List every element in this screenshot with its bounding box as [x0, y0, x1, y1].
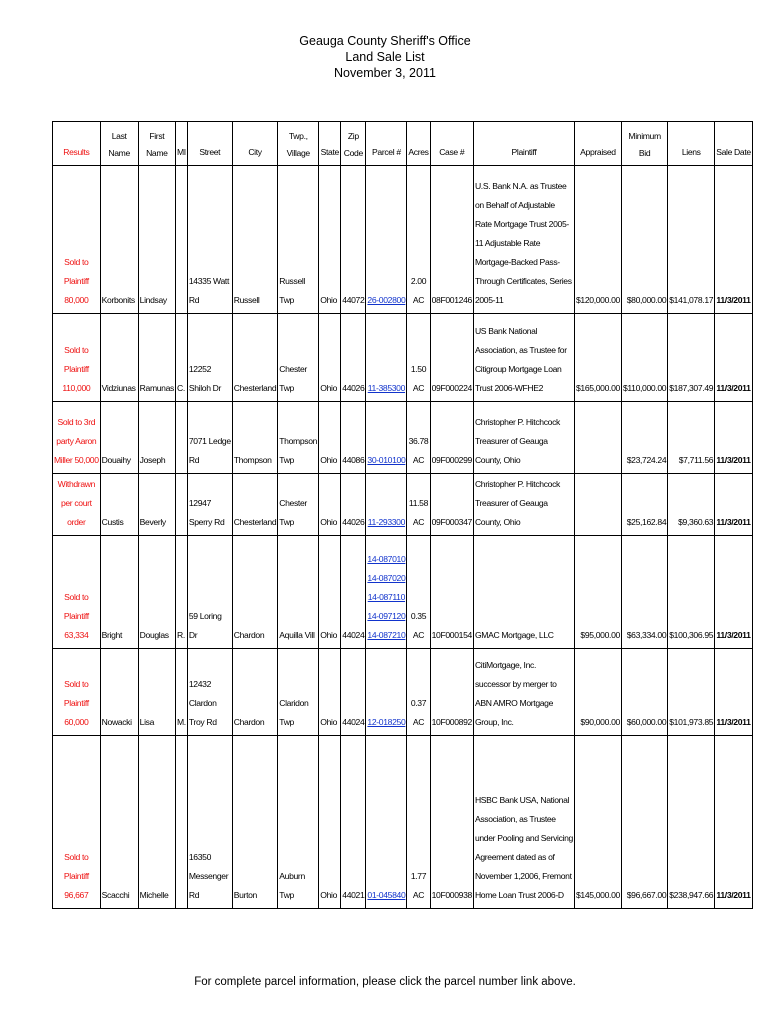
- parcel-cell: [366, 314, 407, 402]
- parcel-cell: [366, 166, 407, 314]
- zip-cell: 44021: [341, 736, 366, 909]
- state-cell: Ohio: [319, 402, 341, 474]
- liens-cell: $9,360.63: [668, 474, 715, 536]
- last-name-cell: Nowacki: [100, 649, 138, 736]
- street-cell: 59 Loring Dr: [187, 536, 232, 649]
- street-cell: 16350 Messenger Rd: [187, 736, 232, 909]
- first-name-cell: Lisa: [138, 649, 175, 736]
- min-bid-cell: $110,000.00: [621, 314, 667, 402]
- city-cell: Chesterland: [232, 474, 278, 536]
- parcel-link[interactable]: 01-045840: [367, 890, 406, 900]
- sale-date-cell: 11/3/2011: [715, 649, 753, 736]
- first-name-cell: Lindsay: [138, 166, 175, 314]
- col-city: City: [232, 122, 278, 166]
- col-twp: Twp., Village: [278, 122, 319, 166]
- mi-cell: [176, 166, 188, 314]
- state-cell: Ohio: [319, 649, 341, 736]
- col-case: Case #: [430, 122, 473, 166]
- first-name-cell: Beverly: [138, 474, 175, 536]
- case-cell: 09F000347: [430, 474, 473, 536]
- last-name-cell: Scacchi: [100, 736, 138, 909]
- parcel-link[interactable]: 14-097120: [367, 611, 406, 621]
- street-cell: 12947 Sperry Rd: [187, 474, 232, 536]
- liens-cell: $101,973.85: [668, 649, 715, 736]
- liens-cell: $238,947.66: [668, 736, 715, 909]
- zip-cell: 44026: [341, 314, 366, 402]
- sale-date-cell: 11/3/2011: [715, 314, 753, 402]
- office-title: Geauga County Sheriff's Office: [299, 34, 471, 48]
- plaintiff-cell: US Bank National Association, as Trustee for Citigroup Mortgage Loan Trust 2006-WFHE2: [473, 314, 574, 402]
- sale-date-cell: 11/3/2011: [715, 474, 753, 536]
- zip-cell: 44024: [341, 649, 366, 736]
- col-parcel: Parcel #: [366, 122, 407, 166]
- last-name-cell: Douaihy: [100, 402, 138, 474]
- mi-cell: [176, 474, 188, 536]
- last-name-cell: Vidziunas: [100, 314, 138, 402]
- street-cell: 12432 Clardon Troy Rd: [187, 649, 232, 736]
- result-cell: Sold to Plaintiff 60,000: [53, 649, 101, 736]
- sale-date-cell: 11/3/2011: [715, 536, 753, 649]
- case-cell: 09F000224: [430, 314, 473, 402]
- last-name-cell: Bright: [100, 536, 138, 649]
- mi-cell: M.: [176, 649, 188, 736]
- street-cell: 7071 Ledge Rd: [187, 402, 232, 474]
- case-cell: 10F000938: [430, 736, 473, 909]
- result-cell: Sold to Plaintiff 96,667: [53, 736, 101, 909]
- appraised-cell: $90,000.00: [574, 649, 621, 736]
- table-row: [53, 474, 753, 536]
- col-mi: MI: [176, 122, 188, 166]
- case-cell: 10F000154: [430, 536, 473, 649]
- parcel-cell: [366, 474, 407, 536]
- col-results: Results: [53, 122, 101, 166]
- state-cell: Ohio: [319, 314, 341, 402]
- street-cell: 12252 Shiloh Dr: [187, 314, 232, 402]
- state-cell: Ohio: [319, 474, 341, 536]
- first-name-cell: Ramunas: [138, 314, 175, 402]
- acres-cell: 0.37 AC: [407, 649, 430, 736]
- col-zip: Zip Code: [341, 122, 366, 166]
- twp-cell: Aquilla Vill: [278, 536, 319, 649]
- city-cell: Chardon: [232, 536, 278, 649]
- list-date: November 3, 2011: [334, 66, 436, 80]
- parcel-link[interactable]: 11-385300: [367, 383, 406, 393]
- document-header: [0, 33, 770, 81]
- acres-cell: 36.78 AC: [407, 402, 430, 474]
- plaintiff-cell: HSBC Bank USA, National Association, as Trustee under Pooling and Servicing Agreement dated as of November 1,2006, Fremont Home Loan Trust 2006-D: [473, 736, 574, 909]
- col-state: State: [319, 122, 341, 166]
- min-bid-cell: $63,334.00: [621, 536, 667, 649]
- acres-cell: 0.35 AC: [407, 536, 430, 649]
- acres-cell: 11.58 AC: [407, 474, 430, 536]
- sale-date-cell: 11/3/2011: [715, 402, 753, 474]
- plaintiff-cell: U.S. Bank N.A. as Trustee on Behalf of Adjustable Rate Mortgage Trust 2005- 11 Adjustable Rate Mortgage-Backed Pass- Through Certificates, Series 2005-11: [473, 166, 574, 314]
- result-cell: Withdrawn per court order: [53, 474, 101, 536]
- footer-note: For complete parcel information, please click the parcel number link above.: [194, 976, 576, 988]
- city-cell: Burton: [232, 736, 278, 909]
- twp-cell: Chester Twp: [278, 474, 319, 536]
- liens-cell: $187,307.49: [668, 314, 715, 402]
- col-street: Street: [187, 122, 232, 166]
- twp-cell: Thompson Twp: [278, 402, 319, 474]
- parcel-link[interactable]: 14-087020: [367, 573, 406, 583]
- case-cell: 08F001246: [430, 166, 473, 314]
- min-bid-cell: $25,162.84: [621, 474, 667, 536]
- state-cell: Ohio: [319, 166, 341, 314]
- last-name-cell: Korbonits: [100, 166, 138, 314]
- plaintiff-cell: Christopher P. Hitchcock Treasurer of Geauga County, Ohio: [473, 474, 574, 536]
- col-liens: Liens: [668, 122, 715, 166]
- parcel-link[interactable]: 14-087010: [367, 554, 406, 564]
- parcel-link[interactable]: 14-087210: [367, 630, 406, 640]
- liens-cell: $100,306.95: [668, 536, 715, 649]
- min-bid-cell: $23,724.24: [621, 402, 667, 474]
- col-last-name: Last Name: [100, 122, 138, 166]
- state-cell: Ohio: [319, 536, 341, 649]
- state-cell: Ohio: [319, 736, 341, 909]
- land-sale-table: [52, 121, 753, 909]
- sale-date-cell: 11/3/2011: [715, 166, 753, 314]
- first-name-cell: Joseph: [138, 402, 175, 474]
- mi-cell: R.: [176, 536, 188, 649]
- appraised-cell: [574, 474, 621, 536]
- min-bid-cell: $96,667.00: [621, 736, 667, 909]
- zip-cell: 44072: [341, 166, 366, 314]
- table-header-row: [53, 122, 753, 166]
- list-title: Land Sale List: [345, 50, 425, 64]
- appraised-cell: $145,000.00: [574, 736, 621, 909]
- parcel-cell: [366, 736, 407, 909]
- twp-cell: Russell Twp: [278, 166, 319, 314]
- city-cell: Chesterland: [232, 314, 278, 402]
- zip-cell: 44086: [341, 402, 366, 474]
- zip-cell: 44024: [341, 536, 366, 649]
- appraised-cell: $165,000.00: [574, 314, 621, 402]
- parcel-link[interactable]: 30-010100: [367, 455, 406, 465]
- result-cell: Sold to Plaintiff 80,000: [53, 166, 101, 314]
- table-row: [53, 402, 753, 474]
- result-cell: Sold to Plaintiff 110,000: [53, 314, 101, 402]
- parcel-cell: [366, 536, 407, 649]
- city-cell: Thompson: [232, 402, 278, 474]
- city-cell: Russell: [232, 166, 278, 314]
- mi-cell: [176, 736, 188, 909]
- appraised-cell: $95,000.00: [574, 536, 621, 649]
- acres-cell: 1.50 AC: [407, 314, 430, 402]
- table-row: [53, 166, 753, 314]
- result-cell: Sold to Plaintiff 63,334: [53, 536, 101, 649]
- sale-date-cell: 11/3/2011: [715, 736, 753, 909]
- liens-cell: $141,078.17: [668, 166, 715, 314]
- twp-cell: Auburn Twp: [278, 736, 319, 909]
- street-cell: 14335 Watt Rd: [187, 166, 232, 314]
- liens-cell: $7,711.56: [668, 402, 715, 474]
- parcel-link[interactable]: 26-002800: [367, 295, 406, 305]
- parcel-link[interactable]: 14-087110: [367, 592, 406, 602]
- first-name-cell: Douglas: [138, 536, 175, 649]
- col-min-bid: Minimum Bid: [621, 122, 667, 166]
- mi-cell: C.: [176, 314, 188, 402]
- parcel-link[interactable]: 12-018250: [367, 717, 406, 727]
- table-row: [53, 736, 753, 909]
- parcel-cell: [366, 649, 407, 736]
- col-first-name: First Name: [138, 122, 175, 166]
- zip-cell: 44026: [341, 474, 366, 536]
- col-appraised: Appraised: [574, 122, 621, 166]
- twp-cell: Claridon Twp: [278, 649, 319, 736]
- plaintiff-cell: GMAC Mortgage, LLC: [473, 536, 574, 649]
- acres-cell: 1.77 AC: [407, 736, 430, 909]
- case-cell: 09F000299: [430, 402, 473, 474]
- plaintiff-cell: CitiMortgage, Inc. successor by merger to ABN AMRO Mortgage Group, Inc.: [473, 649, 574, 736]
- table-row: [53, 536, 753, 649]
- col-sale-date: Sale Date: [715, 122, 753, 166]
- appraised-cell: $120,000.00: [574, 166, 621, 314]
- twp-cell: Chester Twp: [278, 314, 319, 402]
- col-plaintiff: Plaintiff: [473, 122, 574, 166]
- parcel-link[interactable]: 11-293300: [367, 517, 406, 527]
- min-bid-cell: $80,000.00: [621, 166, 667, 314]
- result-cell: Sold to 3rd party Aaron Miller 50,000: [53, 402, 101, 474]
- plaintiff-cell: Christopher P. Hitchcock Treasurer of Geauga County, Ohio: [473, 402, 574, 474]
- col-acres: Acres: [407, 122, 430, 166]
- case-cell: 10F000892: [430, 649, 473, 736]
- first-name-cell: Michelle: [138, 736, 175, 909]
- appraised-cell: [574, 402, 621, 474]
- mi-cell: [176, 402, 188, 474]
- table-row: [53, 314, 753, 402]
- min-bid-cell: $60,000.00: [621, 649, 667, 736]
- table-row: [53, 649, 753, 736]
- city-cell: Chardon: [232, 649, 278, 736]
- parcel-cell: [366, 402, 407, 474]
- acres-cell: 2.00 AC: [407, 166, 430, 314]
- last-name-cell: Custis: [100, 474, 138, 536]
